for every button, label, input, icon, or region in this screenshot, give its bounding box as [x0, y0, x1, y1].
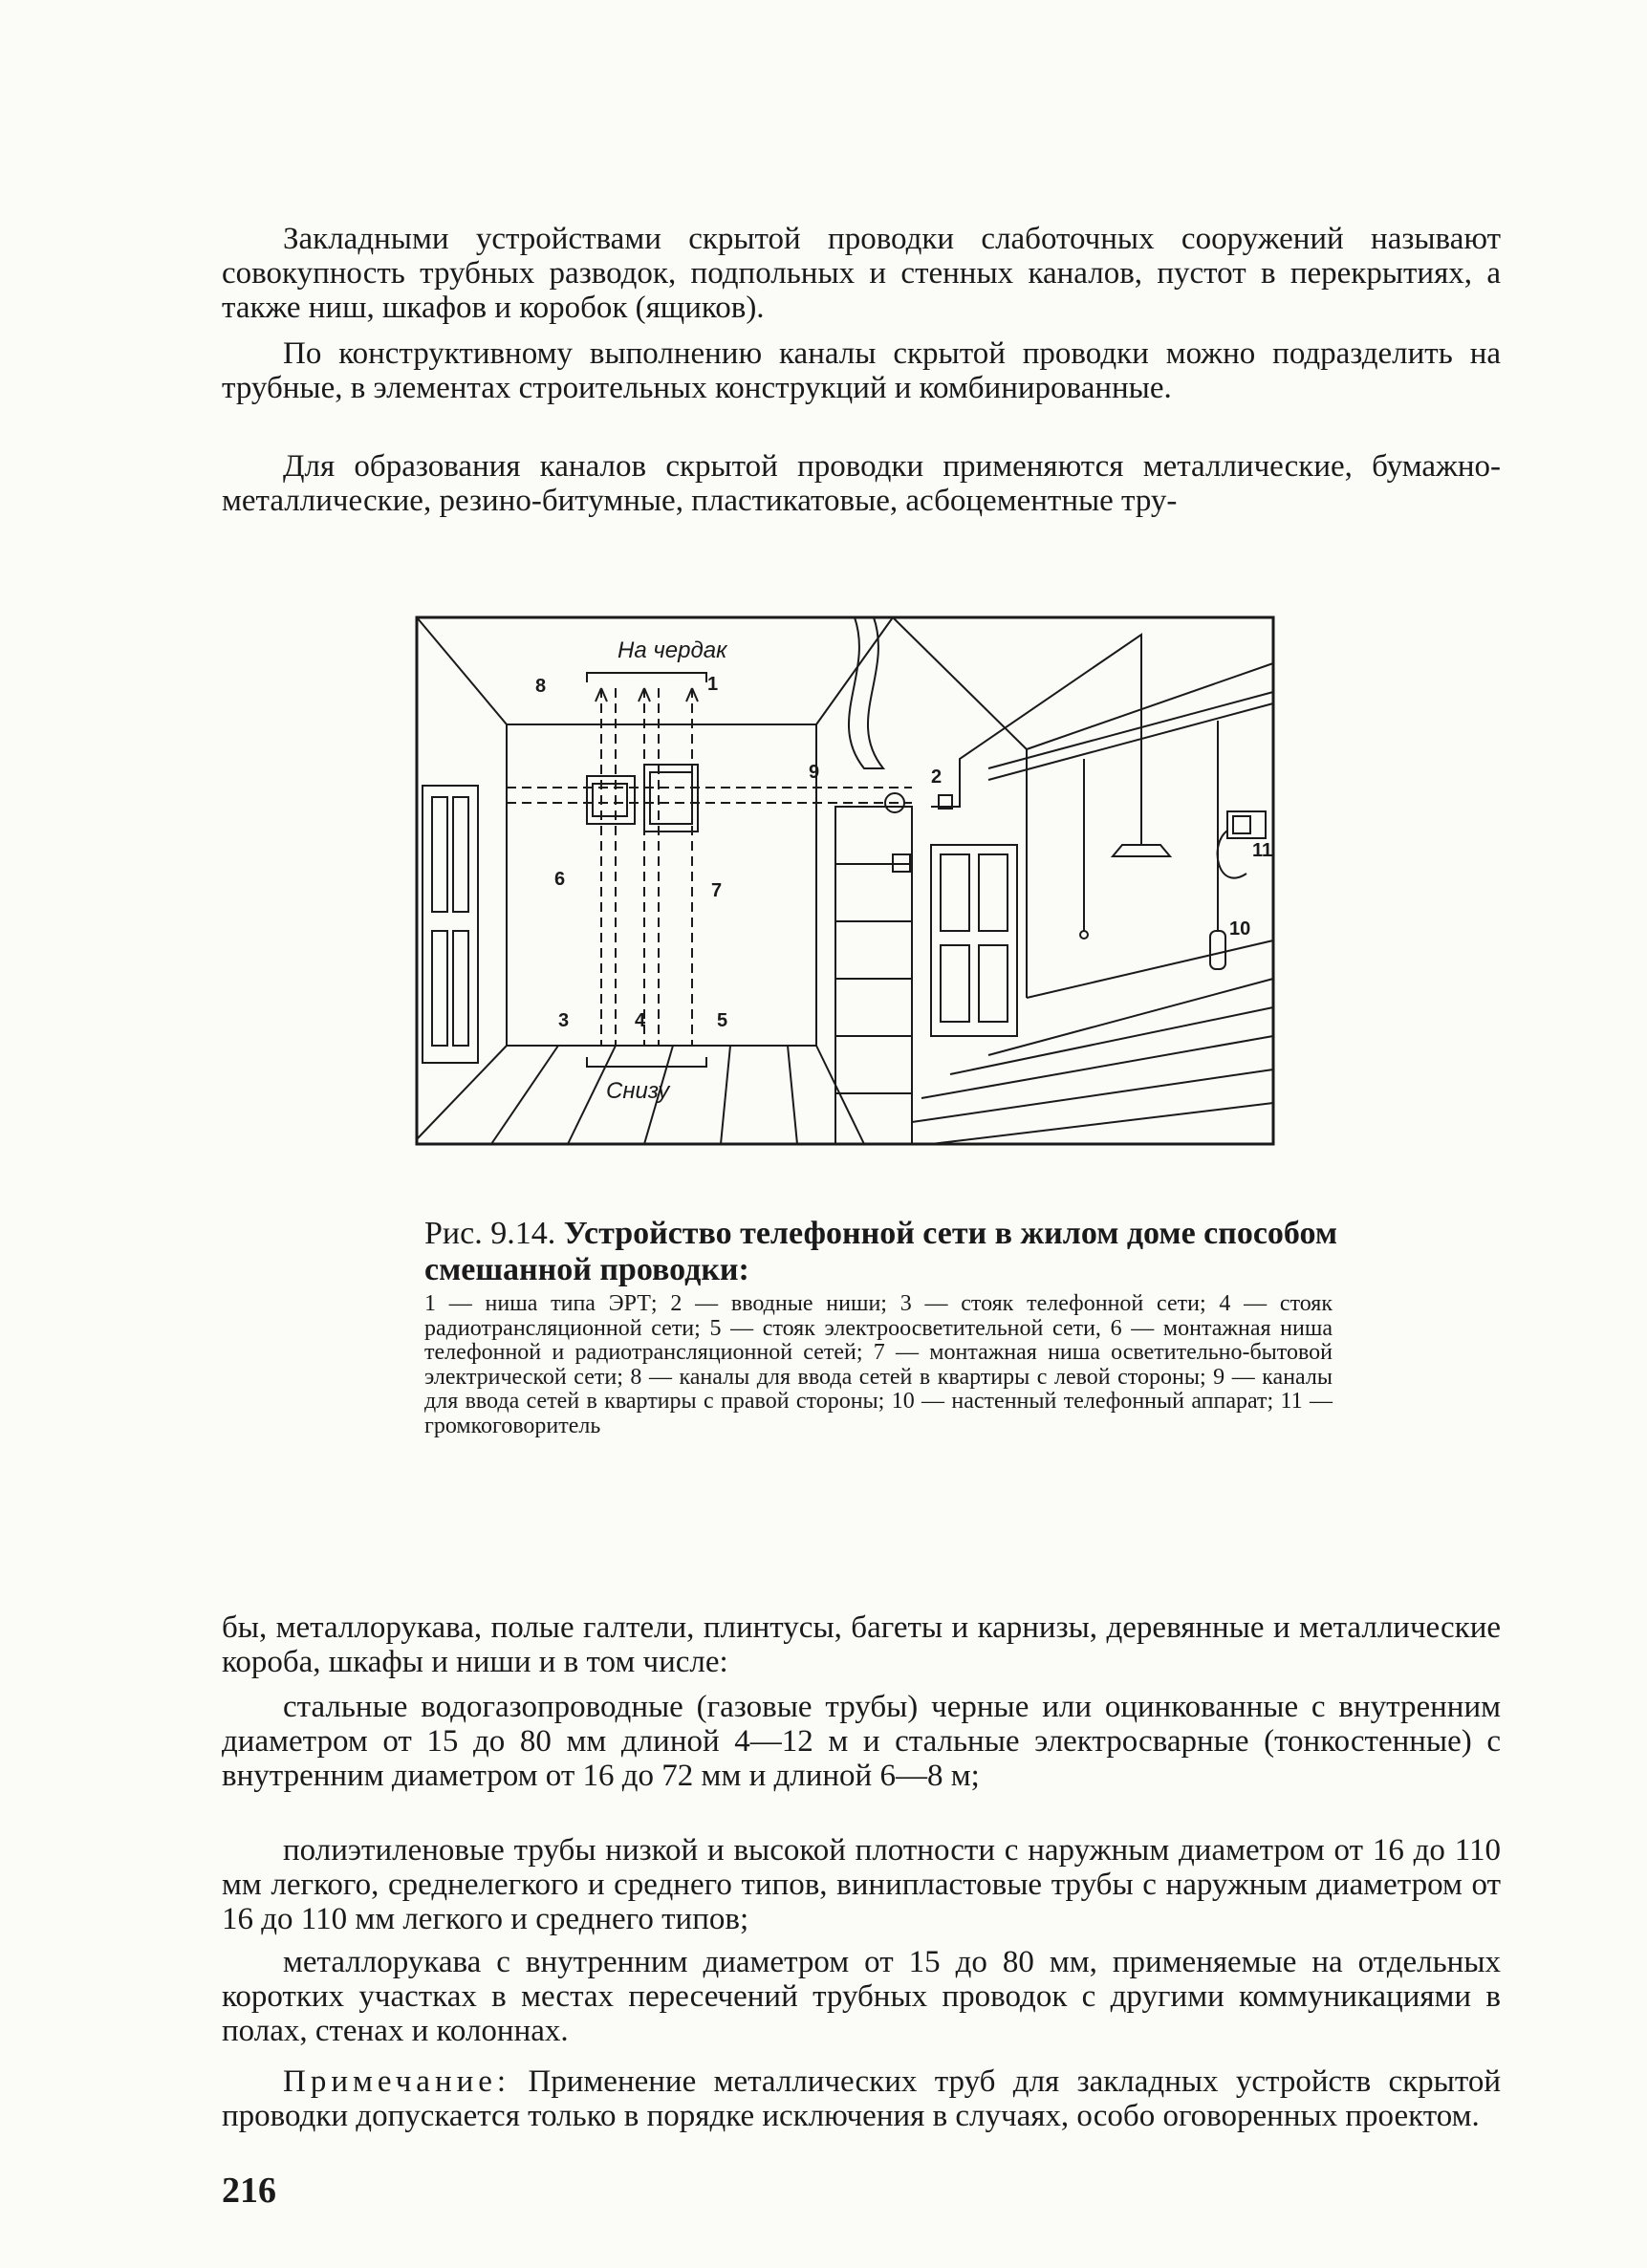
paragraph-steel-pipes: стальные водогазопроводные (газовые трубы) черные или оцинкованные с внутренним диаметром от 15 до 80 мм длиной 4—12 м и стальные электросварные (тонкостенные) с внутренним диаметром от 16 до 72 мм и длиной 6—8 м;: [222, 1690, 1501, 1793]
callout-8: 8: [535, 676, 547, 697]
figure-telephone-network-illustration: [415, 616, 1275, 1146]
paragraph-note: [222, 2064, 1501, 2133]
callout-4: 4: [635, 1010, 646, 1031]
paragraph-materials-start: Для образования каналов скрытой проводки применяются металлические, бумажно-металлические, резино-битумные, пластикатовые, асбоцементные тру-: [222, 449, 1501, 518]
label-from-below: Снизу: [606, 1078, 670, 1104]
note-text: Применение металлических труб для закладных устройств скрытой проводки допускается только в порядке исключения в случаях, особо оговоренных проектом.: [222, 2064, 1501, 2133]
figure-caption: [424, 1216, 1342, 1288]
callout-10: 10: [1229, 918, 1251, 940]
callout-1: 1: [707, 674, 719, 695]
paragraph-intro: Закладными устройствами скрытой проводки слаботочных сооружений называют совокупность трубных разводок, подпольных и стенных каналов, пустот в перекрытиях, а также ниш, шкафов и коробок (ящиков).: [222, 222, 1501, 325]
callout-9: 9: [809, 762, 820, 783]
paragraph-metal-sleeves: металлорукава с внутренним диаметром от 15 до 80 мм, применяемые на отдельных коротких участках в местах пересечений трубных проводок с другими коммуникациями в полах, стенах и колоннах.: [222, 1945, 1501, 2048]
figure-caption-prefix: Рис. 9.14.: [424, 1216, 556, 1251]
page-number: 216: [222, 2171, 276, 2211]
callout-7: 7: [711, 880, 723, 901]
callout-11: 11: [1252, 840, 1273, 861]
figure-legend: 1 — ниша типа ЭРТ; 2 — вводные ниши; 3 — стояк телефонной сети; 4 — стояк радиотрансляционной сети; 5 — стояк электроосветительной сети, 6 — монтажная ниша телефонной и радиотрансляционной сетей; 7 — монтажная ниша осветительно-бытовой электрической сети; 8 — каналы для ввода сетей в квартиры с левой стороны; 9 — каналы для ввода сетей в квартиры с правой стороны; 10 — настенный телефонный аппарат; 11 — громкоговоритель: [424, 1291, 1333, 1438]
paragraph-polyethylene-pipes: полиэтиленовые трубы низкой и высокой плотности с наружным диаметром от 16 до 110 мм легкого, среднелегкого и среднего типов, винипластовые трубы с наружным диаметром от 16 до 110 мм легкого и среднего типов;: [222, 1833, 1501, 1936]
callout-3: 3: [558, 1010, 570, 1031]
callout-5: 5: [717, 1010, 728, 1031]
label-to-attic: На чердак: [618, 637, 727, 663]
figure-caption-text: Устройство телефонной сети в жилом доме способом смешанной проводки:: [424, 1216, 1337, 1287]
note-label: Примечание:: [283, 2064, 511, 2099]
callout-2: 2: [931, 767, 943, 788]
callout-6: 6: [554, 869, 566, 890]
paragraph-materials-continued: бы, металлорукава, полые галтели, плинтусы, багеты и карнизы, деревянные и металлические короба, шкафы и ниши и в том числе:: [222, 1610, 1501, 1679]
paragraph-classification: По конструктивному выполнению каналы скрытой проводки можно подразделить на трубные, в элементах строительных конструкций и комбинированные.: [222, 336, 1501, 405]
